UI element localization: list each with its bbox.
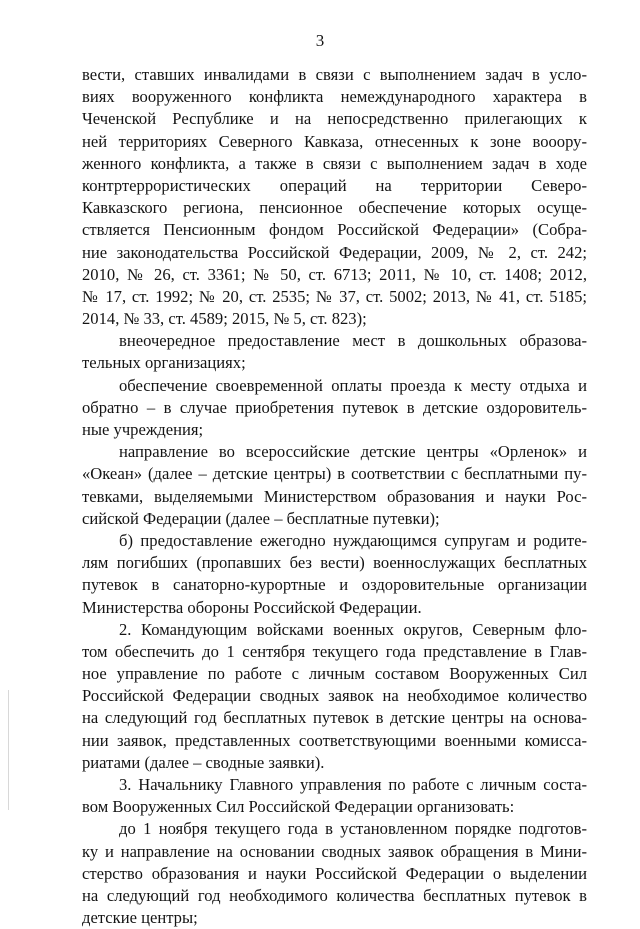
page-number: 3 — [315, 31, 325, 50]
text-line: направление во всероссийские детские центры «Орленок» и — [119, 442, 587, 462]
text-line: до 1 ноября текущего года в установленном порядке подготов- — [119, 819, 587, 839]
text-line: 2. Командующим войсками военных округов, Северным фло- — [119, 619, 587, 639]
text-line: б) предоставление ежегодно нуждающимся супругам и родите- — [119, 530, 587, 550]
text-line: тевками, выделяемыми Министерством образования и науки Рос- — [82, 486, 587, 506]
text-line: стерство образования и науки Российской Федерации о выделении — [82, 863, 587, 883]
paragraph — [82, 375, 587, 442]
text-line: 3. Начальнику Главного управления по работе с личным соста- — [119, 775, 587, 794]
text-line: лям погибших (пропавших без вести) военнослужащих бесплатных — [82, 553, 587, 573]
paragraph — [82, 774, 587, 818]
paragraph — [82, 330, 587, 374]
text-line: риатами (далее – сводные заявки). — [82, 752, 325, 772]
text-line: обратно – в случае приобретения путевок в детские оздоровитель- — [82, 397, 587, 417]
text-line: вести, ставших инвалидами в связи с выполнением задач в усло- — [82, 65, 587, 84]
text-line: 2010, № 26, ст. 3361; № 50, ст. 6713; 2011, № 10, ст. 1408; 2012, — [82, 264, 587, 284]
text-line: виях вооруженного конфликта немеждународного характера в — [82, 87, 587, 107]
paragraph — [82, 818, 587, 929]
text-line: на следующий год бесплатных путевок в детские центры на основа- — [82, 708, 587, 728]
text-line: ку и направление на основании сводных заявок обращения в Мини- — [82, 841, 587, 861]
text-line: № 17, ст. 1992; № 20, ст. 2535; № 37, ст. 5002; 2013, № 41, ст. 5185; — [82, 286, 587, 306]
text-line: Министерства обороны Российской Федерации. — [82, 597, 422, 617]
text-line: Российской Федерации сводных заявок на необходимое количество — [82, 686, 587, 706]
text-line: ное управление по работе с личным составом Вооруженных Сил — [82, 664, 587, 684]
paragraph — [82, 64, 587, 330]
text-line: ствляется Пенсионным фондом Российской Федерации» (Собра- — [82, 220, 587, 240]
paragraph — [82, 619, 587, 774]
text-line: Чеченской Республике и на непосредственно прилегающих к — [82, 109, 587, 129]
scan-edge-mark — [8, 690, 9, 810]
text-line: ные учреждения; — [82, 420, 204, 439]
text-line: путевок в санаторно-курортные и оздоровительные организации — [82, 575, 587, 595]
paragraph — [82, 441, 587, 530]
text-line: 2014, № 33, ст. 4589; 2015, № 5, ст. 823); — [82, 309, 367, 329]
text-line: ние законодательства Российской Федерации, 2009, № 2, ст. 242; — [82, 242, 587, 262]
text-line: сийской Федерации (далее – бесплатные путевки); — [82, 508, 440, 528]
text-line: контртеррористических операций на территории Северо- — [82, 175, 587, 195]
text-line: тельных организациях; — [82, 353, 246, 373]
text-line: обеспечение своевременной оплаты проезда к месту отдыха и — [119, 375, 587, 395]
document-body — [82, 64, 587, 929]
text-line: нии заявок, представленных соответствующими военными комисса- — [82, 730, 587, 750]
text-line: том обеспечить до 1 сентября текущего года представление в Глав- — [82, 641, 587, 661]
text-line: Кавказского региона, пенсионное обеспечение которых осуще- — [82, 198, 587, 218]
text-line: внеочередное предоставление мест в дошкольных образова- — [119, 331, 587, 351]
text-line: вом Вооруженных Сил Российской Федерации организовать: — [82, 797, 515, 817]
text-line: ней территориях Северного Кавказа, отнесенных к зоне вооору- — [82, 131, 587, 151]
text-line: «Океан» (далее – детские центры) в соответствии с бесплатными пу- — [82, 464, 587, 484]
text-line: детские центры; — [82, 908, 198, 928]
text-line: женного конфликта, а также в связи с выполнением задач в ходе — [82, 153, 587, 173]
paragraph — [82, 530, 587, 619]
text-line: на следующий год необходимого количества бесплатных путевок в — [82, 885, 587, 905]
